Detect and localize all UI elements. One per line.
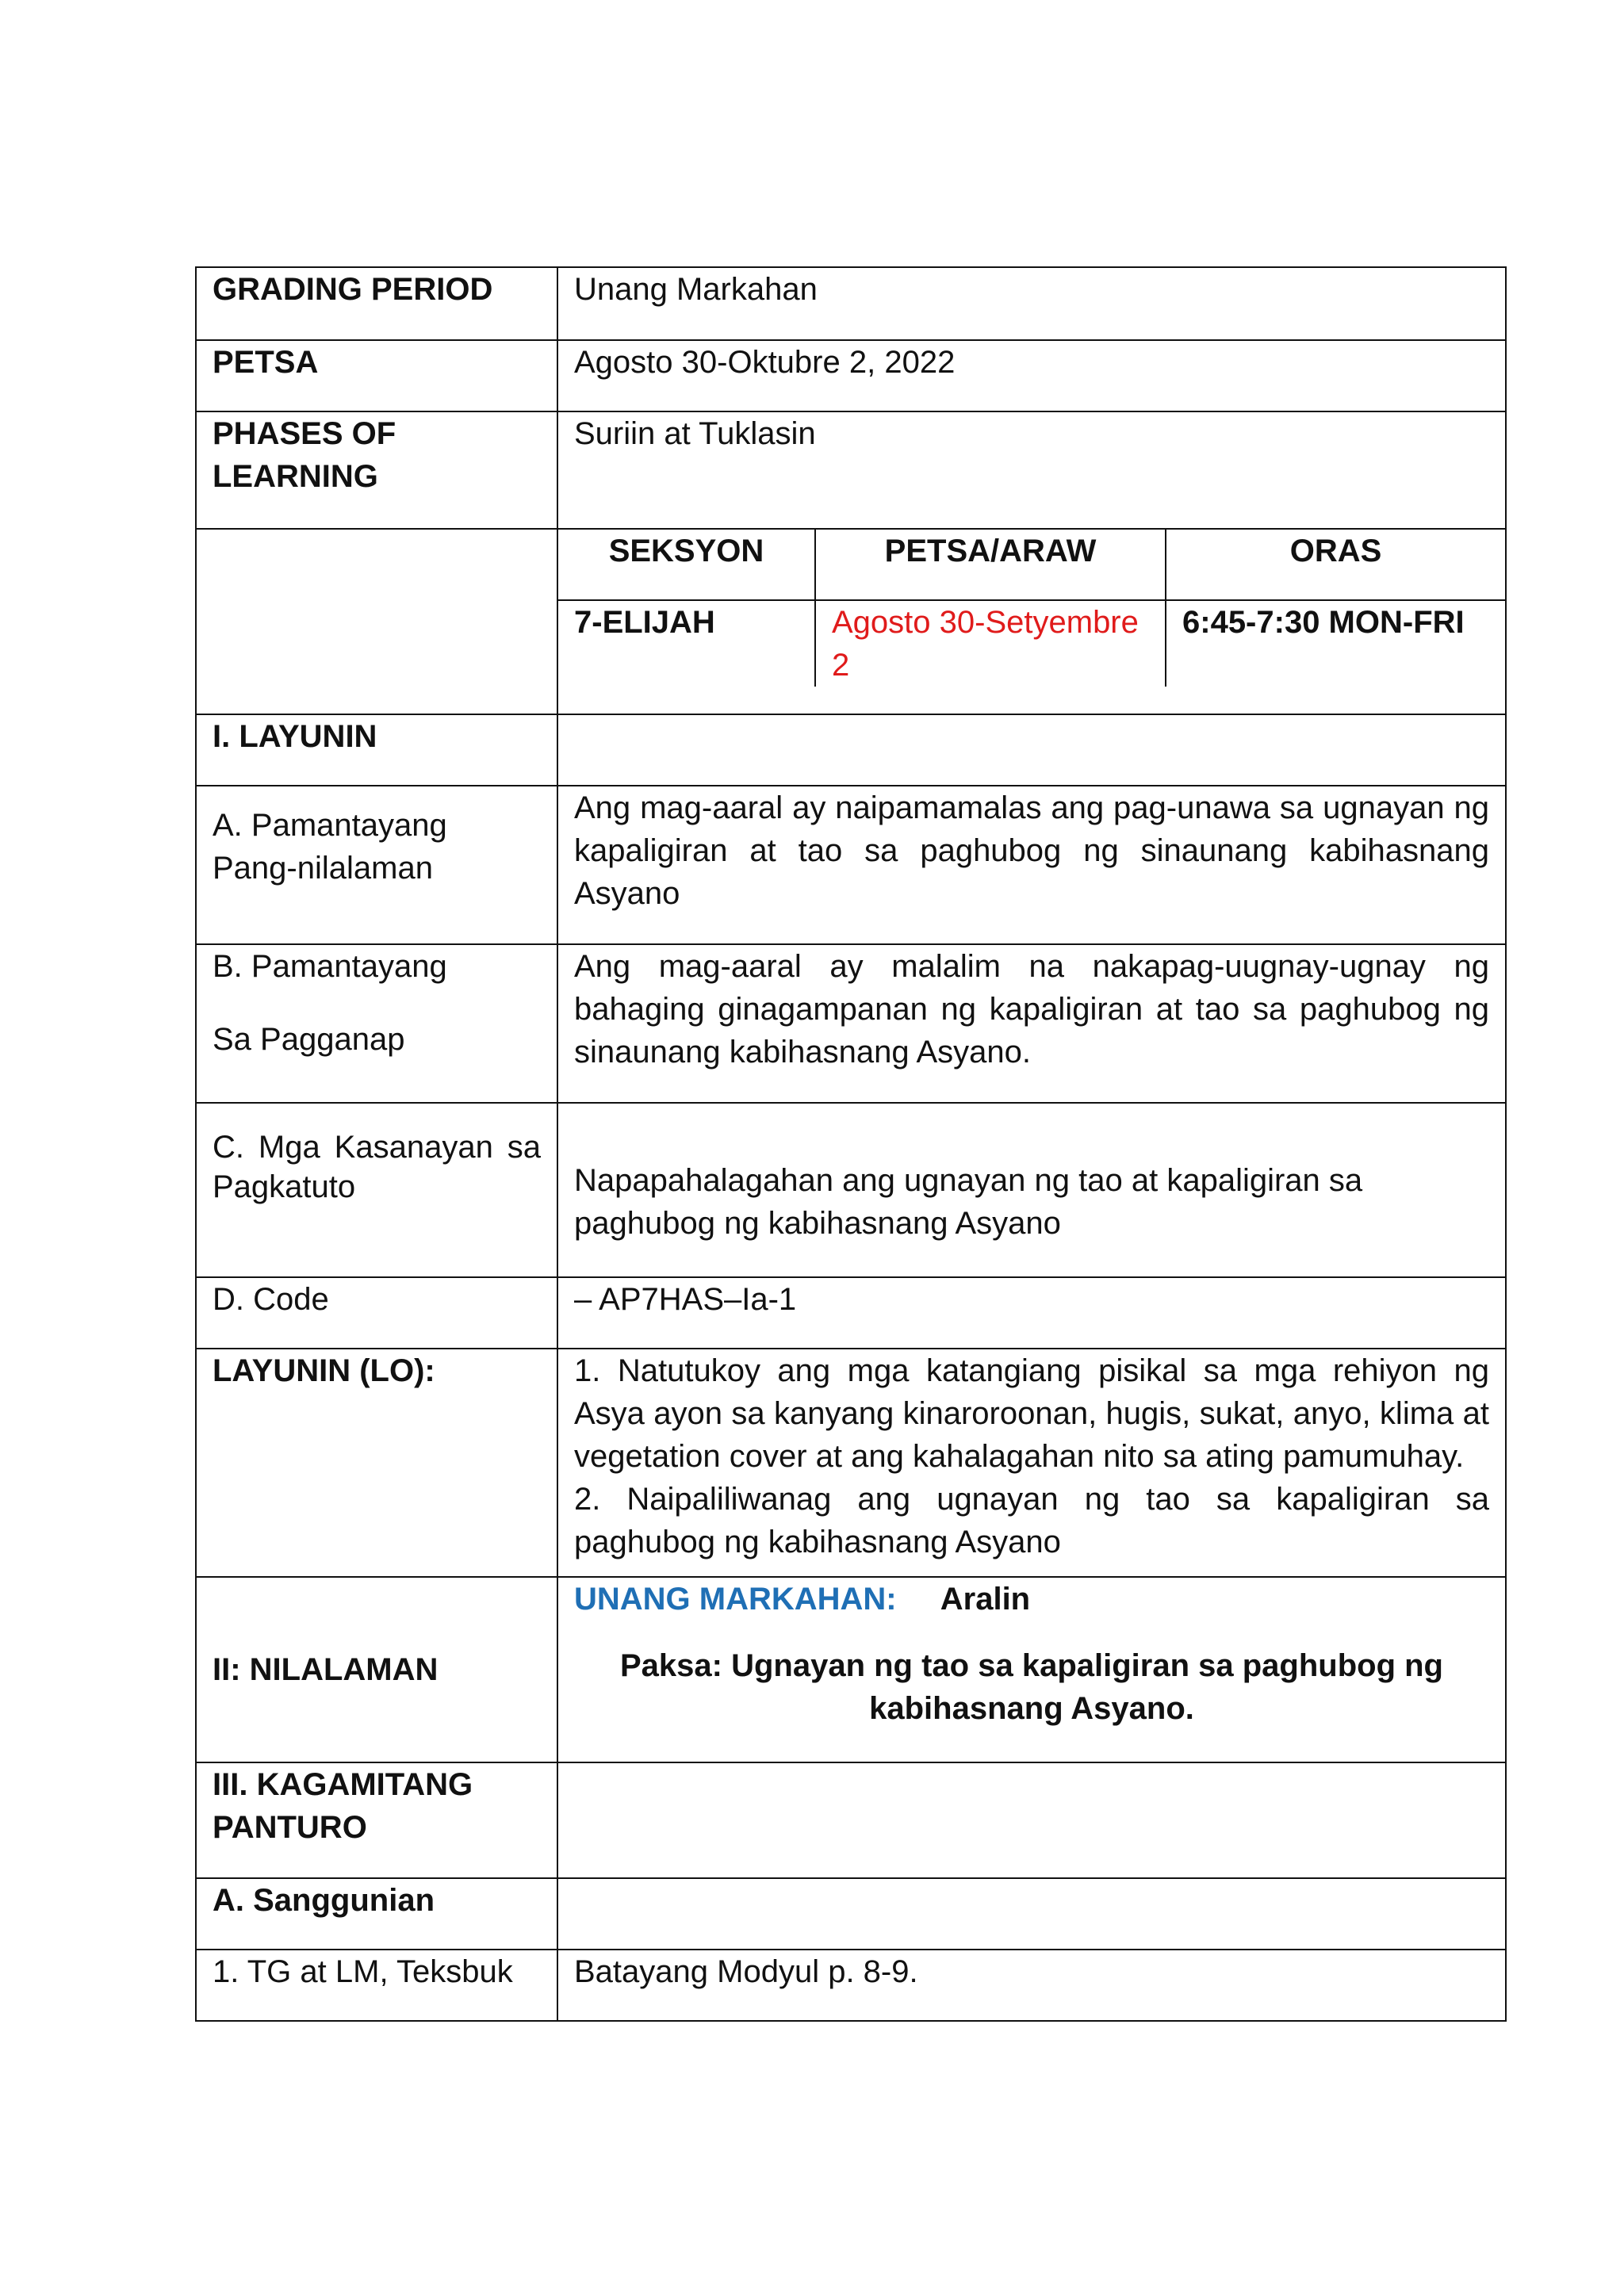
nilalaman-markahan-line <box>574 1578 1489 1621</box>
schedule-header-row <box>558 530 1505 600</box>
layunin-lo-label: LAYUNIN (LO): <box>196 1349 557 1577</box>
kagamitan-label-line1: III. KAGAMITANG <box>213 1767 473 1802</box>
layunin-lo-item-1: 1. Natutukoy ang mga katangiang pisikal sa mga rehiyon ng Asya ayon sa kanyang kinaroroonan, hugis, sukat, anyo, klima at vegetation cover at ang kahalagahan nito sa ating pamumuhay. <box>574 1353 1489 1474</box>
row-schedule <box>196 529 1506 714</box>
schedule-data-row <box>558 600 1505 687</box>
nilalaman-label: II: NILALAMAN <box>196 1577 557 1762</box>
kasanayan-label: C. Mga Kasanayan sa Pagkatuto <box>196 1103 557 1277</box>
row-tg-lm <box>196 1950 1506 2021</box>
oras-value: 6:45-7:30 MON-FRI <box>1166 600 1505 687</box>
kagamitan-blank <box>557 1762 1506 1878</box>
schedule-blank-cell <box>196 529 557 714</box>
lesson-plan-table <box>195 266 1507 2022</box>
aralin-text: Aralin <box>940 1582 1031 1617</box>
pamantayang-pangnilalaman-label <box>196 786 557 944</box>
pamantayang-pagganap-value: Ang mag-aaral ay malalim na nakapag-uugnay-ugnay ng bahaging ginagampanan ng kapaligiran at tao sa paghubog ng sinaunang kabihasnang Asyano. <box>557 944 1506 1103</box>
phases-label <box>196 411 557 529</box>
seksyon-header: SEKSYON <box>558 530 815 600</box>
petsa-value: Agosto 30-Oktubre 2, 2022 <box>557 340 1506 411</box>
phases-label-line2: LEARNING <box>213 459 378 494</box>
nilalaman-value <box>557 1577 1506 1762</box>
row-code <box>196 1277 1506 1349</box>
kagamitan-label-line2: PANTURO <box>213 1810 367 1845</box>
row-nilalaman <box>196 1577 1506 1762</box>
kagamitan-label <box>196 1762 557 1878</box>
row-grading-period <box>196 267 1506 340</box>
row-petsa <box>196 340 1506 411</box>
tg-lm-label: 1. TG at LM, Teksbuk <box>196 1950 557 2021</box>
pamantayang-pagganap-label <box>196 944 557 1103</box>
code-value: – AP7HAS–Ia-1 <box>557 1277 1506 1349</box>
pamantayang-pangnilalaman-label-line1: A. Pamantayang <box>213 808 447 843</box>
petsa-label: PETSA <box>196 340 557 411</box>
pamantayang-pagganap-label-line1: B. Pamantayang <box>213 949 447 984</box>
layunin-lo-value <box>557 1349 1506 1577</box>
seksyon-value: 7-ELIJAH <box>558 600 815 687</box>
layunin-heading-label: I. LAYUNIN <box>196 714 557 786</box>
row-sanggunian <box>196 1878 1506 1950</box>
oras-header: ORAS <box>1166 530 1505 600</box>
unang-markahan-text: UNANG MARKAHAN: <box>574 1582 897 1617</box>
sanggunian-label: A. Sanggunian <box>196 1878 557 1950</box>
layunin-lo-item-2: 2. Naipaliliwanag ang ugnayan ng tao sa kapaligiran sa paghubog ng kabihasnang Asyano <box>574 1482 1489 1559</box>
row-kagamitan <box>196 1762 1506 1878</box>
phases-value: Suriin at Tuklasin <box>557 411 1506 529</box>
petsa-araw-value: Agosto 30-Setyembre 2 <box>815 600 1166 687</box>
sanggunian-blank <box>557 1878 1506 1950</box>
schedule-table <box>558 530 1505 687</box>
row-layunin-lo <box>196 1349 1506 1577</box>
phases-label-line1: PHASES OF <box>213 416 396 451</box>
tg-lm-value: Batayang Modyul p. 8-9. <box>557 1950 1506 2021</box>
pamantayang-pangnilalaman-label-line2: Pang-nilalaman <box>213 851 433 886</box>
code-label: D. Code <box>196 1277 557 1349</box>
row-layunin-heading <box>196 714 1506 786</box>
row-pamantayang-pangnilalaman <box>196 786 1506 944</box>
pamantayang-pagganap-label-line2: Sa Pagganap <box>213 1022 405 1057</box>
schedule-cell <box>557 529 1506 714</box>
grading-period-value: Unang Markahan <box>557 267 1506 340</box>
paksa-text: Paksa: Ugnayan ng tao sa kapaligiran sa paghubog ng kabihasnang Asyano. <box>619 1648 1443 1726</box>
pamantayang-pangnilalaman-value: Ang mag-aaral ay naipamamalas ang pag-unawa sa ugnayan ng kapaligiran at tao sa paghubog ng sinaunang kabihasnang Asyano <box>557 786 1506 944</box>
kasanayan-value: Napapahalagahan ang ugnayan ng tao at kapaligiran sa paghubog ng kabihasnang Asyano <box>557 1103 1506 1277</box>
grading-period-label: GRADING PERIOD <box>196 267 557 340</box>
row-pamantayang-pagganap <box>196 944 1506 1103</box>
row-phases <box>196 411 1506 529</box>
row-kasanayan <box>196 1103 1506 1277</box>
layunin-heading-blank <box>557 714 1506 786</box>
petsa-araw-header: PETSA/ARAW <box>815 530 1166 600</box>
